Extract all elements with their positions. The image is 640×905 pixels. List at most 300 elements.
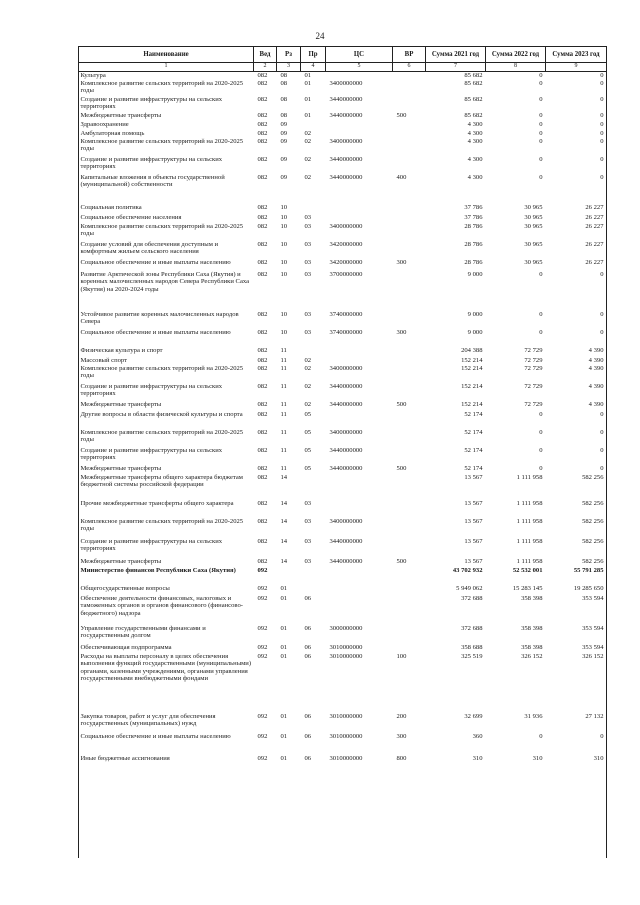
row-name: Социальное обеспечение и иные выплаты населению (80, 732, 231, 740)
row-vr: 800 (396, 754, 407, 762)
row-cs: 3400000000 (329, 79, 363, 87)
row-pr: 03 (304, 499, 312, 507)
row-name: Массовый спорт (80, 356, 128, 364)
row-sum-2021: 52 174 (464, 446, 483, 454)
row-name: Капитальные вложения в объекты государственной (муниципальной) собственности (80, 173, 225, 189)
row-sum-2023: 0 (600, 155, 604, 163)
row-cs: 3440000000 (329, 400, 363, 408)
row-name: Межбюджетные трансферты (80, 111, 162, 119)
row-sum-2022: 72 729 (524, 382, 543, 390)
row-vr: 500 (396, 557, 407, 565)
row-sum-2022: 1 111 958 (516, 517, 543, 525)
row-cs (326, 567, 393, 585)
row-vr (393, 357, 426, 365)
row-pr: 05 (304, 410, 312, 418)
header-sum-2023: Сумма 2023 год (546, 47, 607, 63)
row-name: Здравоохранение (80, 120, 129, 128)
table-row (79, 71, 607, 80)
row-sum-2022: 1 111 958 (516, 473, 543, 481)
table-row (79, 401, 607, 411)
row-cs: 3400000000 (329, 364, 363, 372)
row-vr (393, 383, 426, 401)
row-sum-2023: 0 (600, 120, 604, 128)
row-sum-2022: 358 398 (521, 624, 543, 632)
row-name: Обеспечение деятельности финансовых, налоговых и таможенных органов и органов финансового (финансово-бюджетного) надзора (80, 594, 243, 617)
row-sum-2023: 4 390 (588, 364, 604, 372)
row-sum-2023: 0 (600, 270, 604, 278)
page-number: 24 (315, 31, 325, 41)
row-ved: 092 (257, 624, 268, 632)
row-sum-2023: 27 132 (585, 712, 604, 720)
row-name: Создание и развитие инфраструктуры на сельских территориях (80, 537, 223, 553)
table-row (79, 112, 607, 121)
row-cs: 3740000000 (329, 328, 363, 336)
row-spacer (79, 747, 607, 755)
row-rz: 01 (280, 594, 288, 602)
row-sum-2021: 9 000 (467, 270, 483, 278)
table-row (79, 271, 607, 299)
row-rz: 01 (280, 754, 288, 762)
row-sum-2023: 4 390 (588, 400, 604, 408)
table-row (79, 214, 607, 223)
row-sum-2021: 28 786 (464, 240, 483, 248)
row-cs (326, 214, 393, 223)
row-pr: 05 (304, 464, 312, 472)
row-vr (393, 96, 426, 112)
row-sum-2021: 37 786 (464, 213, 483, 221)
column-index: 3 (277, 63, 301, 72)
row-vr (393, 595, 426, 625)
row-sum-2023: 0 (600, 111, 604, 119)
row-ved: 092 (257, 754, 268, 762)
table-row (79, 518, 607, 538)
row-name: Комплексное развитие сельских территорий на 2020-2025 годы (80, 517, 244, 533)
row-cs: 3400000000 (329, 222, 363, 230)
row-sum-2023: 0 (600, 428, 604, 436)
row-ved: 082 (257, 537, 268, 545)
row-sum-2022: 0 (539, 310, 543, 318)
row-name: Расходы на выплаты персоналу в целях обеспечения выполнения функций государственными (муниципальными) органами, казенными учреждениями, органами управления государственными внебюджетными фондами (80, 652, 252, 683)
row-sum-2021: 360 (472, 732, 483, 740)
row-rz: 11 (280, 410, 287, 418)
row-pr: 06 (304, 643, 312, 651)
row-cs: 3010000000 (329, 712, 363, 720)
table-row (79, 411, 607, 429)
row-ved: 082 (257, 79, 268, 87)
row-sum-2021: 85 682 (464, 79, 483, 87)
header-sum-2021: Сумма 2021 год (426, 47, 486, 63)
row-cs: 3010000000 (329, 732, 363, 740)
row-name: Культура (80, 71, 106, 79)
row-rz: 10 (280, 222, 288, 230)
row-cs: 3440000000 (329, 382, 363, 390)
row-sum-2023: 582 256 (582, 557, 604, 565)
row-vr: 300 (396, 328, 407, 336)
row-pr (301, 585, 326, 595)
row-sum-2022: 0 (539, 173, 543, 181)
row-ved: 082 (257, 222, 268, 230)
row-sum-2022: 358 398 (521, 594, 543, 602)
row-ved: 082 (257, 111, 268, 119)
row-name: Общегосударственные вопросы (80, 584, 170, 592)
row-ved: 092 (257, 712, 268, 720)
row-ved: 082 (257, 499, 268, 507)
row-name: Комплексное развитие сельских территорий на 2020-2025 годы (80, 222, 244, 238)
header-row (79, 47, 607, 63)
row-ved: 092 (257, 732, 268, 740)
row-name: Другие вопросы в области физической культуры и спорта (80, 410, 243, 418)
table-row (79, 474, 607, 500)
table-row (79, 653, 607, 703)
table-row (79, 465, 607, 474)
row-pr: 03 (304, 537, 312, 545)
row-sum-2021: 32 699 (464, 712, 483, 720)
table-row (79, 96, 607, 112)
table-row (79, 538, 607, 558)
row-vr: 200 (396, 712, 407, 720)
row-vr: 400 (396, 173, 407, 181)
row-vr: 500 (396, 464, 407, 472)
row-vr (393, 447, 426, 465)
row-ved: 082 (257, 364, 268, 372)
row-pr: 02 (304, 400, 312, 408)
row-sum-2021: 4 300 (467, 129, 483, 137)
row-rz: 08 (280, 71, 288, 79)
row-sum-2021: 28 786 (464, 258, 483, 266)
row-ved: 082 (257, 270, 268, 278)
row-name: Создание и развитие инфраструктуры на сельских территориях (80, 95, 223, 111)
row-rz: 01 (280, 643, 288, 651)
row-pr: 02 (304, 364, 312, 372)
row-spacer-cell (79, 192, 607, 204)
row-sum-2023: 582 256 (582, 537, 604, 545)
row-name: Прочие межбюджетные трансферты общего характера (80, 499, 234, 507)
row-cs (326, 585, 393, 595)
row-vr (393, 429, 426, 447)
row-cs: 3440000000 (329, 173, 363, 181)
table-row (79, 223, 607, 241)
row-rz: 09 (280, 137, 288, 145)
row-ved: 082 (257, 473, 268, 481)
row-cs (326, 357, 393, 365)
row-sum-2022: 72 729 (524, 364, 543, 372)
row-sum-2021: 9 000 (467, 328, 483, 336)
row-vr (393, 71, 426, 80)
row-ved: 082 (257, 240, 268, 248)
row-ved: 082 (257, 346, 268, 354)
row-ved: 082 (257, 464, 268, 472)
row-cs: 3420000000 (329, 258, 363, 266)
header-cs: ЦС (326, 47, 393, 63)
row-name: Комплексное развитие сельских территорий на 2020-2025 годы (80, 137, 244, 153)
row-cs: 3440000000 (329, 95, 363, 103)
row-vr (393, 121, 426, 130)
row-rz: 11 (280, 464, 287, 472)
row-vr (393, 518, 426, 538)
column-index: 9 (546, 63, 607, 72)
row-sum-2022: 326 152 (521, 652, 543, 660)
row-sum-2023: 4 390 (588, 356, 604, 364)
row-vr (393, 500, 426, 512)
row-sum-2023: 582 256 (582, 473, 604, 481)
row-spacer-cell (79, 703, 607, 713)
table-row (79, 329, 607, 341)
row-name: Социальное обеспечение населения (80, 213, 182, 221)
row-vr (393, 585, 426, 595)
row-ved: 082 (257, 137, 268, 145)
row-pr: 03 (304, 310, 312, 318)
table-row (79, 383, 607, 401)
row-rz: 08 (280, 95, 288, 103)
row-sum-2023: 26 227 (585, 213, 604, 221)
row-sum-2021: 52 174 (464, 428, 483, 436)
row-sum-2022: 1 111 958 (516, 537, 543, 545)
row-sum-2021: 310 (472, 754, 483, 762)
row-sum-2021: 52 174 (464, 410, 483, 418)
row-sum-2021: 85 682 (464, 111, 483, 119)
row-sum-2021: 372 688 (461, 594, 483, 602)
row-sum-2021: 13 567 (464, 537, 483, 545)
row-pr: 01 (304, 95, 312, 103)
row-sum-2023: 326 152 (582, 652, 604, 660)
row-name: Социальная политика (80, 203, 142, 211)
row-sum-2022: 0 (539, 410, 543, 418)
row-vr (393, 241, 426, 259)
row-sum-2022: 0 (539, 155, 543, 163)
row-pr (301, 474, 326, 500)
row-sum-2022: 30 965 (524, 258, 543, 266)
row-ved: 082 (257, 356, 268, 364)
row-cs: 3440000000 (329, 557, 363, 565)
row-pr: 05 (304, 446, 312, 454)
row-rz: 14 (280, 537, 288, 545)
row-name: Развитие Арктической зоны Республики Саха (Якутия) и коренных малочисленных народов Севера Республики Саха (Якутия) на 2020-2024 годы (80, 270, 250, 293)
row-rz: 14 (280, 499, 288, 507)
row-name: Межбюджетные трансферты общего характера бюджетам бюджетной системы российской федерации (80, 473, 243, 489)
row-rz: 01 (280, 712, 288, 720)
table-row (79, 174, 607, 192)
row-sum-2021: 372 688 (461, 624, 483, 632)
row-sum-2021: 13 567 (464, 557, 483, 565)
row-vr (393, 271, 426, 299)
row-sum-2022: 30 965 (524, 222, 543, 230)
row-rz: 01 (280, 584, 288, 592)
row-cs (326, 130, 393, 138)
row-ved: 082 (257, 203, 268, 211)
row-sum-2023: 582 256 (582, 499, 604, 507)
row-ved: 092 (257, 594, 268, 602)
table-row (79, 429, 607, 447)
row-vr: 300 (396, 258, 407, 266)
row-name: Комплексное развитие сельских территорий на 2020-2025 годы (80, 364, 244, 380)
row-ved: 082 (257, 71, 268, 79)
row-cs: 3440000000 (329, 464, 363, 472)
row-name: Физическая культура и спорт (80, 346, 163, 354)
row-name: Иные бюджетные ассигнования (80, 754, 170, 762)
row-cs (326, 204, 393, 214)
row-rz: 11 (280, 428, 287, 436)
row-rz: 01 (280, 652, 288, 660)
header-pr: Пр (301, 47, 326, 63)
row-pr: 06 (304, 594, 312, 602)
budget-table (78, 46, 607, 767)
row-sum-2021: 13 567 (464, 473, 483, 481)
row-pr: 03 (304, 258, 312, 266)
row-sum-2022: 0 (539, 71, 543, 79)
row-cs: 3400000000 (329, 517, 363, 525)
row-ved: 092 (257, 652, 268, 660)
row-pr: 03 (304, 240, 312, 248)
row-vr (393, 365, 426, 383)
row-vr (393, 567, 426, 585)
row-sum-2023: 0 (600, 173, 604, 181)
row-ved: 082 (257, 129, 268, 137)
column-index: 4 (301, 63, 326, 72)
row-vr (393, 474, 426, 500)
header-ved: Вед (254, 47, 277, 63)
row-sum-2022: 0 (539, 129, 543, 137)
row-sum-2022: 0 (539, 732, 543, 740)
row-sum-2022: 0 (539, 328, 543, 336)
row-ved: 082 (257, 557, 268, 565)
row-sum-2022: 0 (539, 111, 543, 119)
row-pr (301, 204, 326, 214)
row-pr: 06 (304, 652, 312, 660)
table-row (79, 644, 607, 653)
column-index: 5 (326, 63, 393, 72)
row-spacer-cell (79, 299, 607, 311)
row-pr: 02 (304, 173, 312, 181)
row-sum-2021: 43 702 932 (452, 566, 483, 574)
row-sum-2023: 353 594 (582, 594, 604, 602)
row-sum-2022: 72 729 (524, 346, 543, 354)
row-cs: 3440000000 (329, 155, 363, 163)
row-vr: 500 (396, 400, 407, 408)
row-sum-2021: 152 214 (461, 382, 483, 390)
row-sum-2023: 0 (600, 732, 604, 740)
row-cs (326, 500, 393, 512)
row-vr (393, 644, 426, 653)
table-row (79, 357, 607, 365)
header-rz: Рз (277, 47, 301, 63)
row-ved: 082 (257, 120, 268, 128)
row-sum-2022: 52 532 001 (512, 566, 543, 574)
table-row (79, 595, 607, 625)
row-pr: 02 (304, 129, 312, 137)
table-row (79, 558, 607, 567)
row-vr (393, 138, 426, 156)
row-vr (393, 411, 426, 429)
row-cs: 3420000000 (329, 240, 363, 248)
row-ved: 082 (257, 428, 268, 436)
row-name: Создание и развитие инфраструктуры на сельских территориях (80, 382, 223, 398)
row-cs: 3440000000 (329, 111, 363, 119)
table-row (79, 121, 607, 130)
row-vr (393, 625, 426, 644)
table-row (79, 241, 607, 259)
column-index: 2 (254, 63, 277, 72)
row-sum-2022: 1 111 958 (516, 499, 543, 507)
row-ved: 092 (257, 566, 268, 574)
header-sum-2022: Сумма 2022 год (486, 47, 546, 63)
row-ved: 082 (257, 517, 268, 525)
row-name: Комплексное развитие сельских территорий на 2020-2025 годы (80, 428, 244, 444)
row-pr: 03 (304, 213, 312, 221)
table-row (79, 567, 607, 585)
row-ved: 082 (257, 382, 268, 390)
row-sum-2021: 52 174 (464, 464, 483, 472)
row-ved: 082 (257, 328, 268, 336)
row-sum-2023: 26 227 (585, 258, 604, 266)
row-sum-2022: 0 (539, 79, 543, 87)
row-sum-2022: 72 729 (524, 356, 543, 364)
table-row (79, 625, 607, 644)
row-rz: 11 (280, 364, 287, 372)
row-pr: 06 (304, 712, 312, 720)
table-row (79, 500, 607, 512)
row-sum-2022: 31 936 (524, 712, 543, 720)
row-pr (301, 567, 326, 585)
row-sum-2021: 4 300 (467, 155, 483, 163)
row-sum-2022: 358 398 (521, 643, 543, 651)
row-rz: 09 (280, 129, 288, 137)
row-sum-2023: 0 (600, 95, 604, 103)
row-cs: 3010000000 (329, 652, 363, 660)
row-sum-2021: 4 300 (467, 173, 483, 181)
row-cs: 3400000000 (329, 137, 363, 145)
table-row (79, 447, 607, 465)
row-sum-2023: 310 (593, 754, 604, 762)
row-rz: 14 (280, 557, 288, 565)
row-cs: 3700000000 (329, 270, 363, 278)
table-row (79, 311, 607, 329)
header-name: Наименование (79, 47, 254, 63)
row-pr (301, 347, 326, 357)
row-sum-2023: 582 256 (582, 517, 604, 525)
table-row (79, 347, 607, 357)
row-sum-2021: 85 682 (464, 71, 483, 79)
row-ved: 082 (257, 155, 268, 163)
row-rz: 11 (280, 356, 287, 364)
row-ved: 082 (257, 400, 268, 408)
row-sum-2023: 0 (600, 464, 604, 472)
row-sum-2022: 0 (539, 95, 543, 103)
row-sum-2022: 0 (539, 428, 543, 436)
row-name: Устойчивое развитие коренных малочисленных народов Севера (80, 310, 239, 326)
row-rz: 10 (280, 270, 288, 278)
row-rz (277, 567, 301, 585)
row-name: Социальное обеспечение и иные выплаты населению (80, 328, 231, 336)
row-sum-2021: 152 214 (461, 356, 483, 364)
row-rz: 11 (280, 382, 287, 390)
row-sum-2022: 0 (539, 137, 543, 145)
row-name: Создание и развитие инфраструктуры на сельских территориях (80, 155, 223, 171)
row-rz: 14 (280, 517, 288, 525)
row-name: Министерство финансов Республики Саха (Якутия) (80, 566, 236, 574)
row-pr: 01 (304, 71, 312, 79)
row-sum-2023: 0 (600, 137, 604, 145)
table-row (79, 130, 607, 138)
row-spacer (79, 299, 607, 311)
row-vr (393, 156, 426, 174)
row-vr (393, 214, 426, 223)
row-pr: 03 (304, 270, 312, 278)
row-vr: 100 (396, 652, 407, 660)
row-pr: 02 (304, 356, 312, 364)
row-rz: 11 (280, 346, 287, 354)
row-ved: 082 (257, 410, 268, 418)
row-vr: 300 (396, 732, 407, 740)
